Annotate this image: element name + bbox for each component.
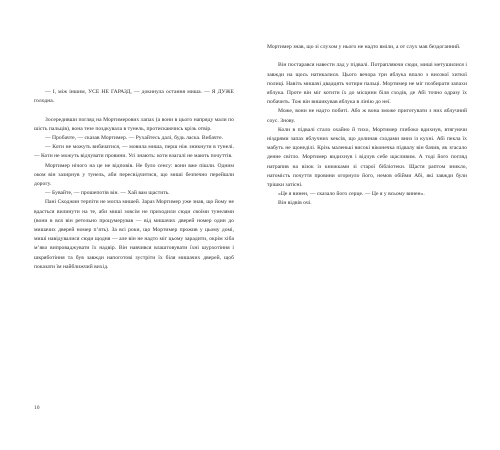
paragraph: Він відвів очі.: [278, 200, 312, 207]
paragraph-gap: [267, 52, 467, 61]
paragraph: Коли в підвалі стало охайно й тихо, Мортимер глибоко вдихнув, втягуючи ніздрями запах яблучних кексів, що долинав сходами вниз із кухні. Абі пекла їх мабуть не щонеділі. Крізь маленькі високі віконечка підвалу він бачив, як згасало денне світло. Мортимер видихнув і відчув себе щасливим. А тоді його погляд натрапив на візок із книжками зі старої бібліотеки. Щастя раптом зникло, натомість почуття провини огорнуло його, немов обійми Абі, які завжди були трішки затісні.: [267, 126, 467, 189]
paragraph: — Пробачте, — сказав Мортимер. — Рухайтесь далі, будь ласка. Вибачте.: [45, 135, 224, 141]
page-number: 10: [34, 405, 40, 411]
right-page: [250, 0, 500, 450]
left-page-text: [34, 88, 234, 272]
paragraph: Пані Скоджин терпіти не могла мишей. Зараз Мортимер уже знав, що йому не вдасться вилинути на те, аби миші зовсім не приходили сюди своїми тунелями (вони в вся він ретельно процумерував — від мишачих дверей номер один до мишачих дверей номер п’ять). За всі роки, що Мортимер прожив у цьому домі, миші навідувалися сюди щодня — але він не надто міг цьому зарадити, окрім хіба м’яко випроваджувати їх надвір. Він навчився влаштовувати їхні шурхотіння і шкряботіння та був завжди напоготові зустріти їх біля мишачих дверей, щоб показати їм найближчий вихід.: [34, 199, 234, 270]
paragraph: — Бувайте, — прошепотів він. — Хай вам щастить.: [45, 190, 170, 197]
paragraph: Може, вони не надто побиті. Або ж вона зможе приготувати з них яблучний соус. Знову.: [267, 108, 467, 124]
paragraph-gap: [34, 106, 234, 115]
paragraph: — І, між іншим, УСЕ НЕ ГАРАЗД, — докинула остання миша. — Я ДУЖЕ голодна.: [34, 89, 234, 105]
paragraph: Мортимер нічого на це не відповів. Не було сенсу: вони вже пішли. Одним оком він зазирнув у тунель, аби пересвідчитися, що миші безпечно перейшли дорогу.: [34, 162, 234, 188]
right-page-text: [267, 43, 467, 209]
paragraph: Мортимер знав, що зі слухом у нього не надто вміли, а от слух мав бездоганний.: [267, 44, 461, 50]
paragraph: Зосередивши погляд на Мортимерових лапах (а вони в цього напряду мали по шість пальців), вона тезе поздкувала в тунель, протискаючись крізь отвір.: [34, 116, 234, 132]
paragraph: Він постарався навести лад у підвалі. Потрапляючи сюди, миші метушилися і завжди на щось натикалися. Цього вечора три яблука впало з високої хиткої полиці. Навіть мишачі двадцять чотири пальці. Мортимер не міг позбирати запахи яблука. Проте він міг котити їх до місцини біля сходів, де Абі точно одразу їх побачить. Тож він вишикував яблука в лінію до неї.: [267, 62, 467, 106]
paragraph: — Коти не можуть вибачатися, — мовила миша, перш ніж зникнути в тунелі. — Коти не можуть відчувати провини. Усі знають: коти взагалі не мають почуттів.: [34, 144, 234, 160]
paragraph: «Це я винен, — сказало його серце. — Це я у всьому винен».: [278, 191, 425, 198]
